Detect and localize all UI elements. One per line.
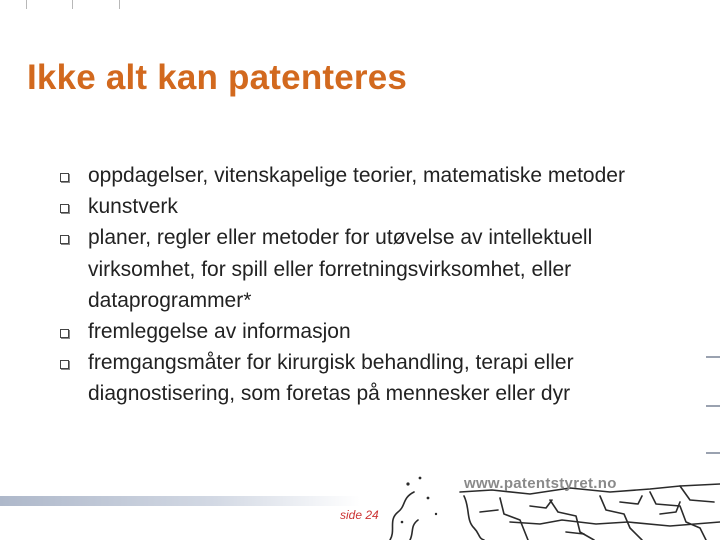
square-bullet-icon — [60, 173, 69, 182]
footer-bar — [0, 496, 360, 506]
square-bullet-icon — [60, 329, 69, 338]
bullet-item — [60, 191, 680, 222]
slide-title: Ikke alt kan patenteres — [27, 58, 408, 97]
top-decoration — [0, 0, 140, 12]
bullet-text: planer, regler eller metoder for utøvelse av intellektuell virksomhet, for spill eller forretningsvirksomhet, eller dataprogrammer* — [88, 226, 593, 312]
square-bullet-icon — [60, 360, 69, 369]
square-bullet-icon — [60, 235, 69, 244]
square-bullet-icon — [60, 204, 69, 213]
bullet-item — [60, 347, 680, 409]
page-number: side 24 — [340, 508, 379, 522]
bullet-item — [60, 316, 680, 347]
website-url: www.patentstyret.no — [464, 475, 617, 492]
bullet-text: fremgangsmåter for kirurgisk behandling, terapi eller diagnostisering, som foretas på mennesker eller dyr — [88, 351, 574, 406]
map-outline-icon — [380, 462, 720, 540]
bullet-item — [60, 160, 680, 191]
bullet-item — [60, 222, 680, 316]
bullet-list — [60, 160, 680, 410]
bullet-text: kunstverk — [88, 195, 178, 219]
bullet-text: oppdagelser, vitenskapelige teorier, matematiske metoder — [88, 164, 625, 187]
bullet-text: fremleggelse av informasjon — [88, 320, 351, 344]
